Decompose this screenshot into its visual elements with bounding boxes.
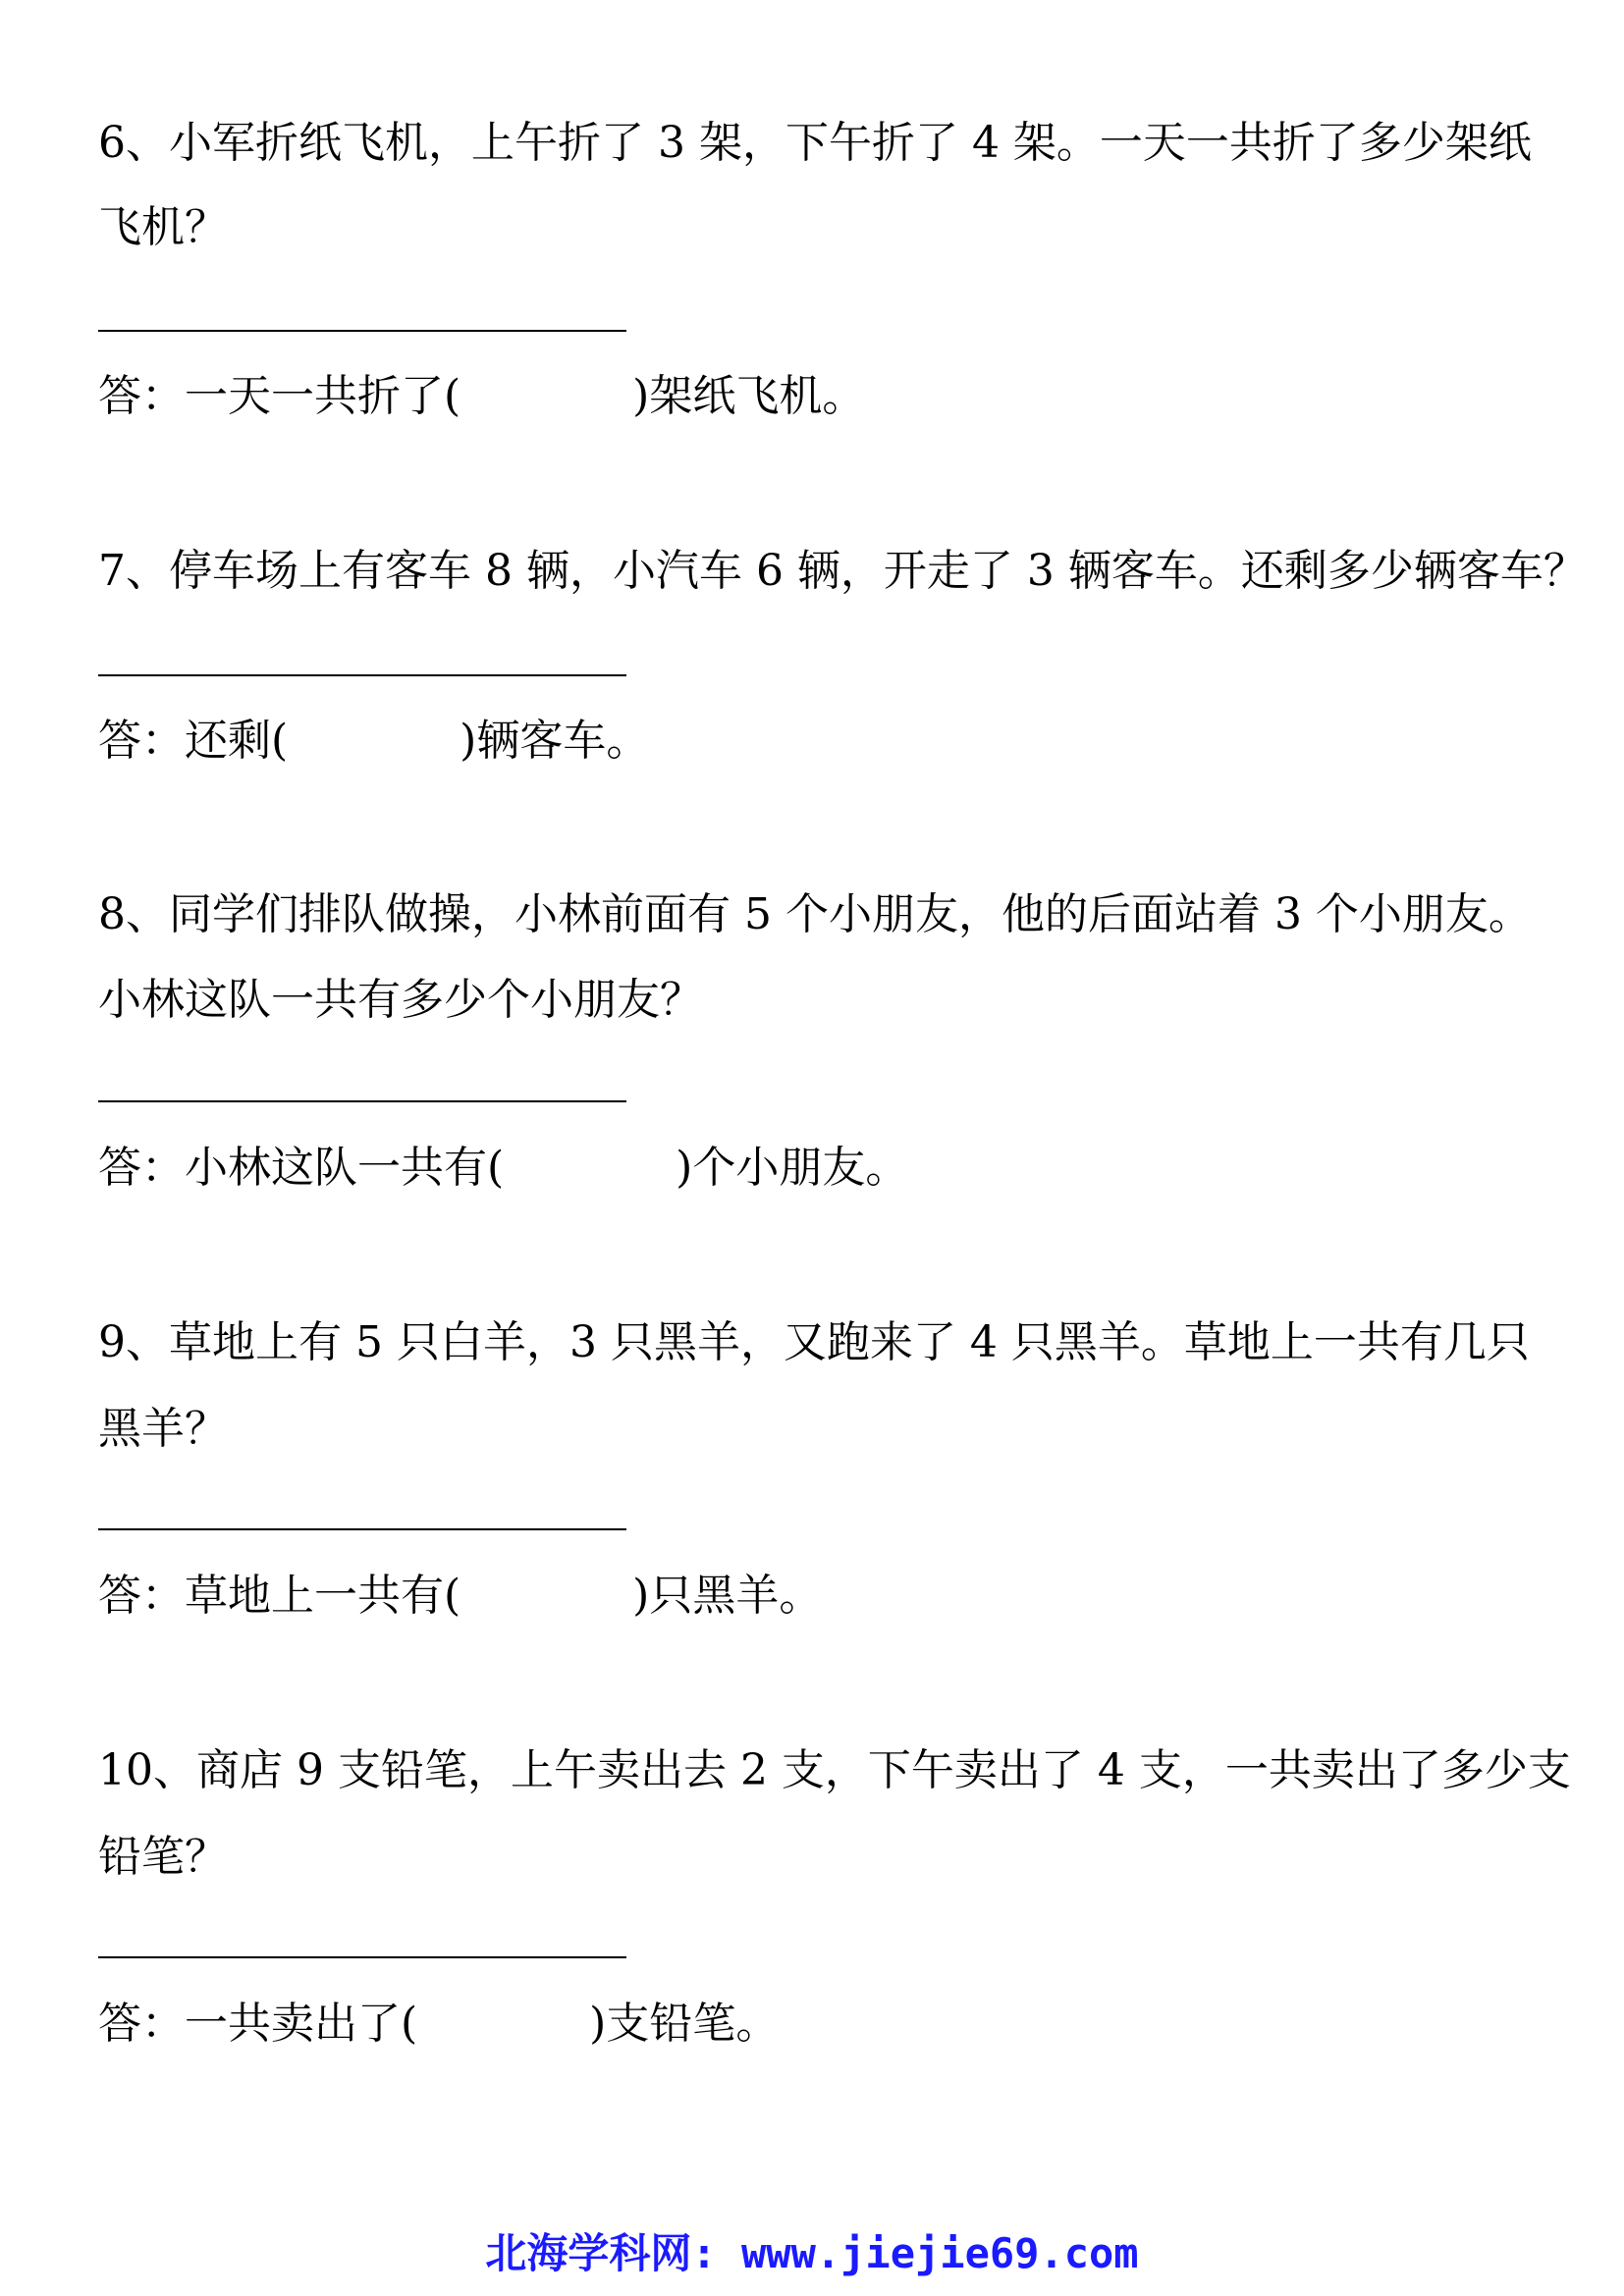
problem-9-line-2: 黑羊？ <box>98 1404 228 1454</box>
answer-prefix: 答：草地上一共有( <box>98 1571 461 1621</box>
answer-suffix: )架纸飞机。 <box>632 371 866 421</box>
answer-prefix: 答：一天一共折了( <box>98 371 461 421</box>
problem-8-line-2: 小林这队一共有多少个小朋友？ <box>98 975 703 1025</box>
answer-prefix: 答：还剩( <box>98 716 289 766</box>
problem-8-line-1: 8、同学们排队做操，小林前面有 5 个小朋友，他的后面站着 3 个小朋友。 <box>98 889 1532 939</box>
problem-6-line-1: 6、小军折纸飞机，上午折了 3 架，下午折了 4 架。一天一共折了多少架纸 <box>98 118 1532 168</box>
problem-8-answer <box>98 1141 908 1196</box>
problem-10-answer <box>98 1997 779 2052</box>
problem-6-line-2: 飞机？ <box>98 202 228 252</box>
answer-prefix: 答：小林这队一共有( <box>98 1143 505 1193</box>
work-line[interactable] <box>98 330 626 332</box>
problem-10-line-1: 10、商店 9 支铅笔，上午卖出去 2 支，下午卖出了 4 支，一共卖出了多少支 <box>98 1745 1571 1795</box>
problem-9-line-1: 9、草地上有 5 只白羊，3 只黑羊，又跑来了 4 只黑羊。草地上一共有几只 <box>98 1317 1530 1367</box>
work-line[interactable] <box>98 1956 626 1958</box>
problem-9-answer <box>98 1569 822 1624</box>
problem-6-answer <box>98 369 865 424</box>
answer-suffix: )只黑羊。 <box>632 1571 823 1621</box>
answer-suffix: )支铅笔。 <box>589 1999 780 2049</box>
footer-website[interactable]: 北海学科网: www.jiejie69.com <box>485 2229 1139 2277</box>
problem-10-line-2: 铅笔？ <box>98 1832 228 1882</box>
work-line[interactable] <box>98 1528 626 1530</box>
problem-7-line-1: 7、停车场上有客车 8 辆，小汽车 6 辆，开走了 3 辆客车。还剩多少辆客车？ <box>98 546 1587 596</box>
answer-suffix: )个小朋友。 <box>676 1143 909 1193</box>
answer-prefix: 答：一共卖出了( <box>98 1999 418 2049</box>
work-line[interactable] <box>98 674 626 676</box>
work-line[interactable] <box>98 1100 626 1102</box>
problem-7-answer <box>98 714 649 769</box>
answer-suffix: )辆客车。 <box>460 716 650 766</box>
